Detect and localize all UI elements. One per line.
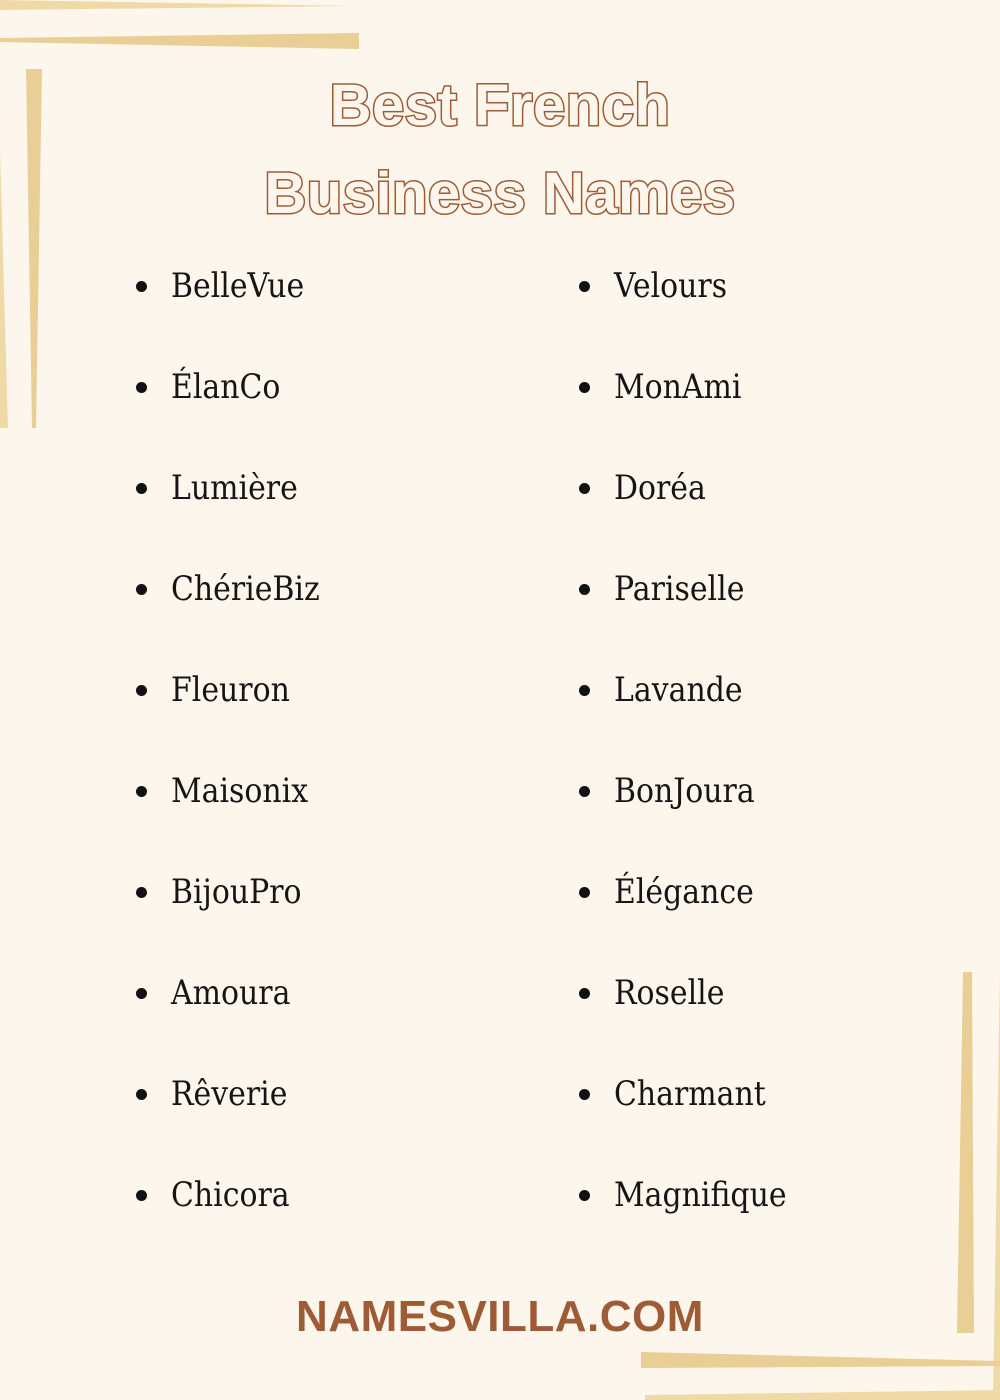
bullet-icon — [136, 786, 147, 797]
list-item — [579, 359, 810, 460]
page-title — [0, 62, 1000, 238]
bullet-icon — [579, 786, 590, 797]
list-item — [579, 763, 810, 864]
list-item — [579, 561, 810, 662]
bullet-icon — [579, 584, 590, 595]
business-name: BelleVue — [171, 266, 305, 306]
list-item — [579, 965, 810, 1066]
list-item — [579, 864, 810, 965]
business-name: Maisonix — [171, 771, 309, 811]
bullet-icon — [136, 281, 147, 292]
business-name: Rêverie — [171, 1074, 288, 1114]
bullet-icon — [136, 1089, 147, 1100]
bullet-icon — [579, 382, 590, 393]
list-item — [136, 1066, 340, 1167]
list-item — [579, 1066, 810, 1167]
business-name: Chicora — [171, 1175, 290, 1215]
list-item — [136, 965, 340, 1066]
bullet-icon — [136, 887, 147, 898]
business-name: Amoura — [171, 973, 291, 1013]
list-item — [136, 561, 340, 662]
bottom-right-bar-thin — [645, 1390, 1000, 1400]
list-item — [136, 662, 340, 763]
bullet-icon — [579, 685, 590, 696]
list-item — [579, 460, 810, 561]
bottom-right-bar-thick — [641, 1352, 1000, 1368]
right-bar-thick — [957, 972, 974, 1333]
top-left-bar-thin — [0, 0, 355, 10]
names-list-left — [136, 258, 340, 1268]
list-item — [579, 258, 810, 359]
business-name: ChérieBiz — [171, 569, 320, 609]
business-name: Charmant — [614, 1074, 766, 1114]
bullet-icon — [579, 1089, 590, 1100]
list-item — [136, 359, 340, 460]
bullet-icon — [136, 685, 147, 696]
business-name: Fleuron — [171, 670, 290, 710]
business-name: MonAmi — [614, 367, 742, 407]
business-name: Magnifique — [614, 1175, 787, 1215]
business-name: ÉlanCo — [171, 367, 281, 407]
title-line-2: Business Names — [264, 161, 736, 226]
bullet-icon — [136, 584, 147, 595]
business-name: BonJoura — [614, 771, 755, 811]
list-item — [579, 662, 810, 763]
list-item — [579, 1167, 810, 1268]
business-name: Roselle — [614, 973, 725, 1013]
business-name: Doréa — [614, 468, 706, 508]
business-name: Élégance — [614, 872, 754, 912]
business-name: BijouPro — [171, 872, 302, 912]
business-name: Lumière — [171, 468, 298, 508]
list-item — [136, 1167, 340, 1268]
list-item — [136, 864, 340, 965]
bullet-icon — [136, 1190, 147, 1201]
business-name: Velours — [614, 266, 728, 306]
bullet-icon — [136, 483, 147, 494]
list-item — [136, 258, 340, 359]
list-item — [136, 460, 340, 561]
bullet-icon — [579, 1190, 590, 1201]
bullet-icon — [579, 988, 590, 999]
list-item — [136, 763, 340, 864]
title-line-1: Best French — [329, 73, 671, 138]
bullet-icon — [579, 887, 590, 898]
site-watermark: NAMESVILLA.COM — [296, 1292, 704, 1341]
bullet-icon — [136, 382, 147, 393]
business-name: Pariselle — [614, 569, 745, 609]
names-list-right — [579, 258, 810, 1268]
bullet-icon — [579, 281, 590, 292]
bullet-icon — [136, 988, 147, 999]
business-name: Lavande — [614, 670, 743, 710]
bullet-icon — [579, 483, 590, 494]
top-left-bar-thick — [0, 33, 359, 49]
